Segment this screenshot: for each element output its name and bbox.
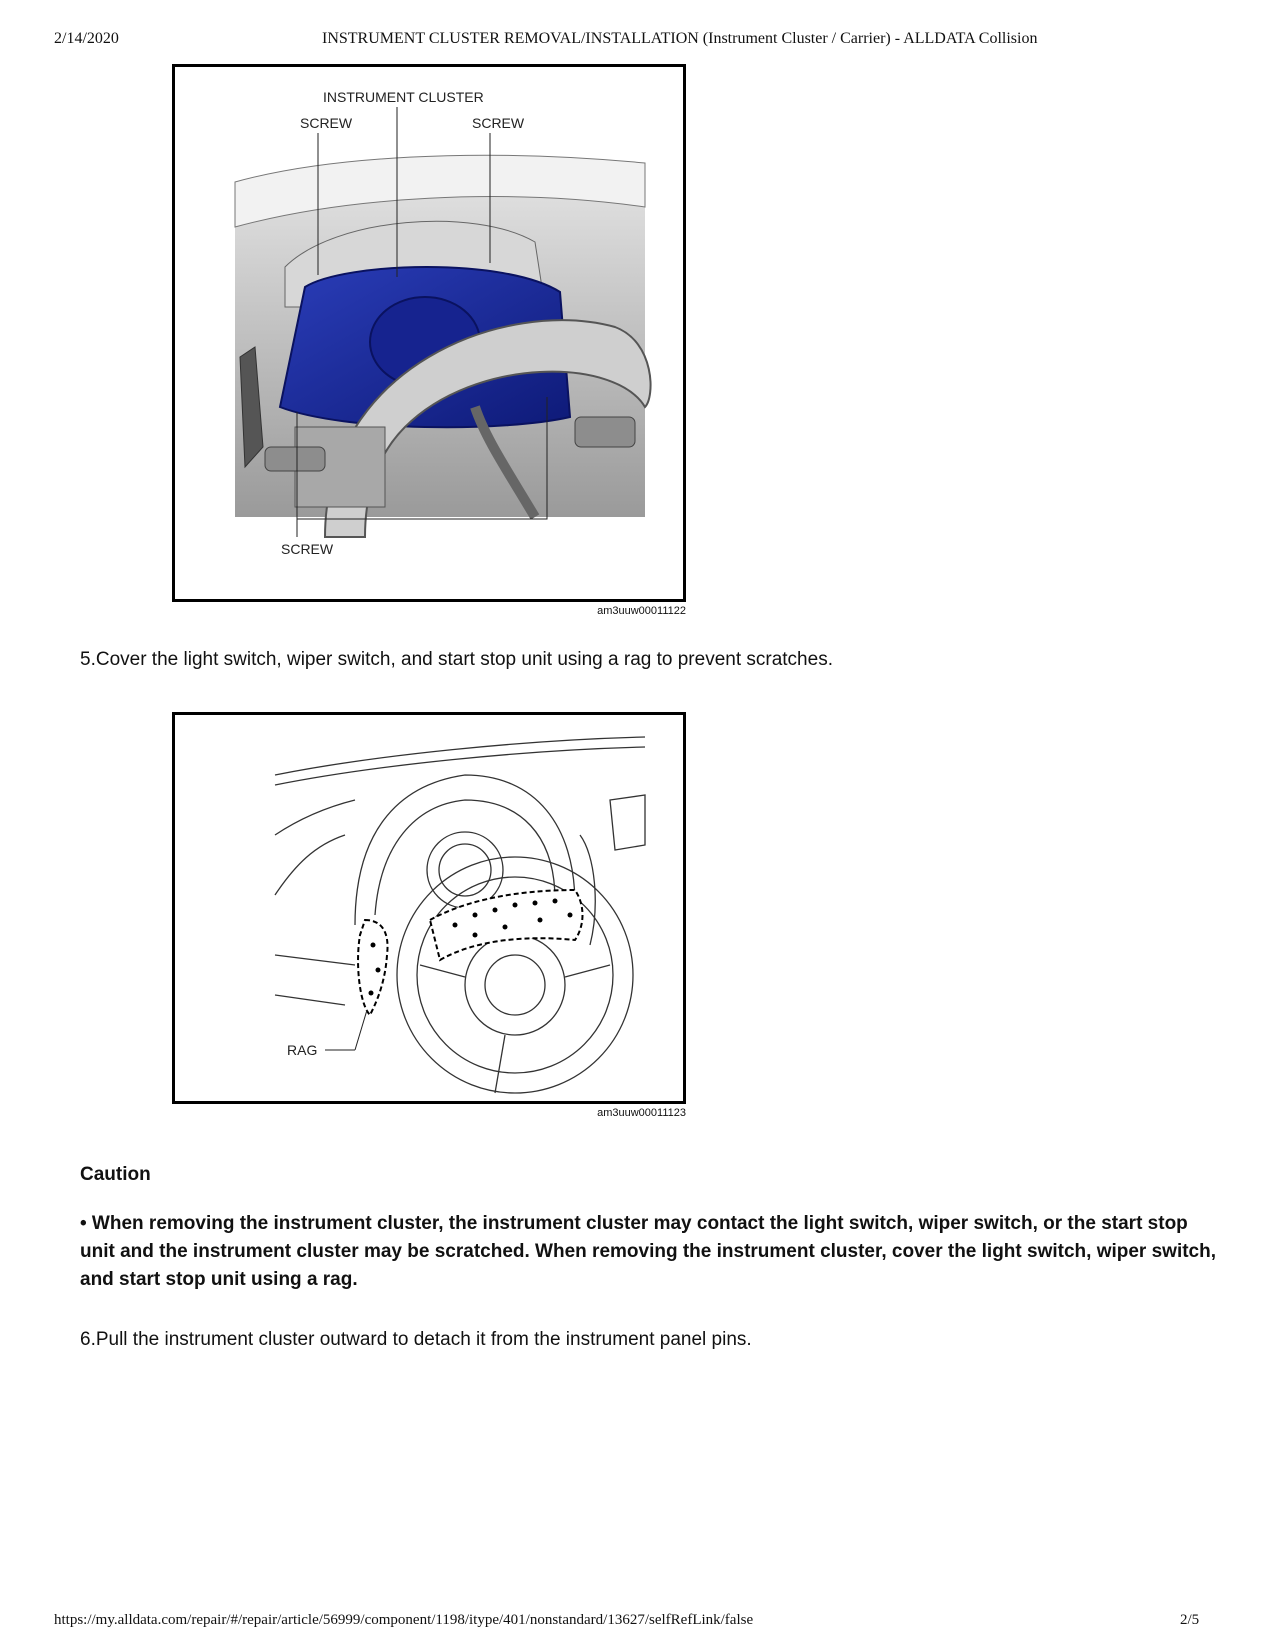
print-date: 2/14/2020	[54, 30, 119, 47]
leader-rag	[355, 1010, 367, 1050]
dash-line-3	[275, 800, 355, 835]
right-panel-curve	[580, 835, 595, 945]
caution-title: Caution	[80, 1164, 151, 1185]
page-number: 2/5	[1180, 1612, 1200, 1628]
dash-line-1	[275, 737, 645, 775]
caution-text: • When removing the instrument cluster, the instrument cluster may contact the light switch, wiper switch, or the start stop unit and the instrument cluster may be scratched. When removing the instrument cluster, cover the light switch, wiper switch, and start stop unit using a rag.	[80, 1213, 1217, 1290]
dash-line-2	[275, 747, 645, 785]
spoke-right	[565, 965, 610, 977]
figure-id: am3uuw00011123	[597, 1107, 686, 1119]
label-rag: RAG	[287, 1042, 318, 1058]
label-screw-right: SCREW	[472, 115, 525, 131]
figure-rag	[172, 712, 686, 1104]
page-url: https://my.alldata.com/repair/#/repair/article/56999/component/1198/itype/401/nonstandard/13627/selfRefLink/false	[54, 1612, 754, 1628]
label-screw-left: SCREW	[300, 115, 353, 131]
rag-illustration	[175, 715, 683, 1101]
steering-center	[485, 955, 545, 1015]
figure-id: am3uuw00011122	[597, 605, 686, 617]
right-stalk	[575, 417, 635, 447]
gauge-inner	[439, 844, 491, 896]
label-instrument-cluster: INSTRUMENT CLUSTER	[323, 89, 484, 105]
rag-shape-left	[358, 920, 387, 1015]
step-5-text: 5.Cover the light switch, wiper switch, and start stop unit using a rag to prevent scratches.	[80, 649, 833, 670]
step-6-text: 6.Pull the instrument cluster outward to detach it from the instrument panel pins.	[80, 1329, 752, 1350]
spoke-left	[420, 965, 465, 977]
steering-hub	[465, 935, 565, 1035]
page-title: INSTRUMENT CLUSTER REMOVAL/INSTALLATION (Instrument Cluster / Carrier) - ALLDATA Collision	[322, 30, 1038, 47]
figure-instrument-cluster	[172, 64, 686, 602]
dash-line-5	[275, 955, 355, 965]
label-screw-bottom: SCREW	[281, 541, 334, 557]
spoke-bottom	[495, 1035, 505, 1093]
steering-wheel-outer	[397, 857, 633, 1093]
right-vent	[610, 795, 645, 850]
dash-line-6	[275, 995, 345, 1005]
instrument-cluster-illustration	[175, 67, 683, 599]
left-stalk	[265, 447, 325, 471]
dash-line-4	[275, 835, 345, 895]
